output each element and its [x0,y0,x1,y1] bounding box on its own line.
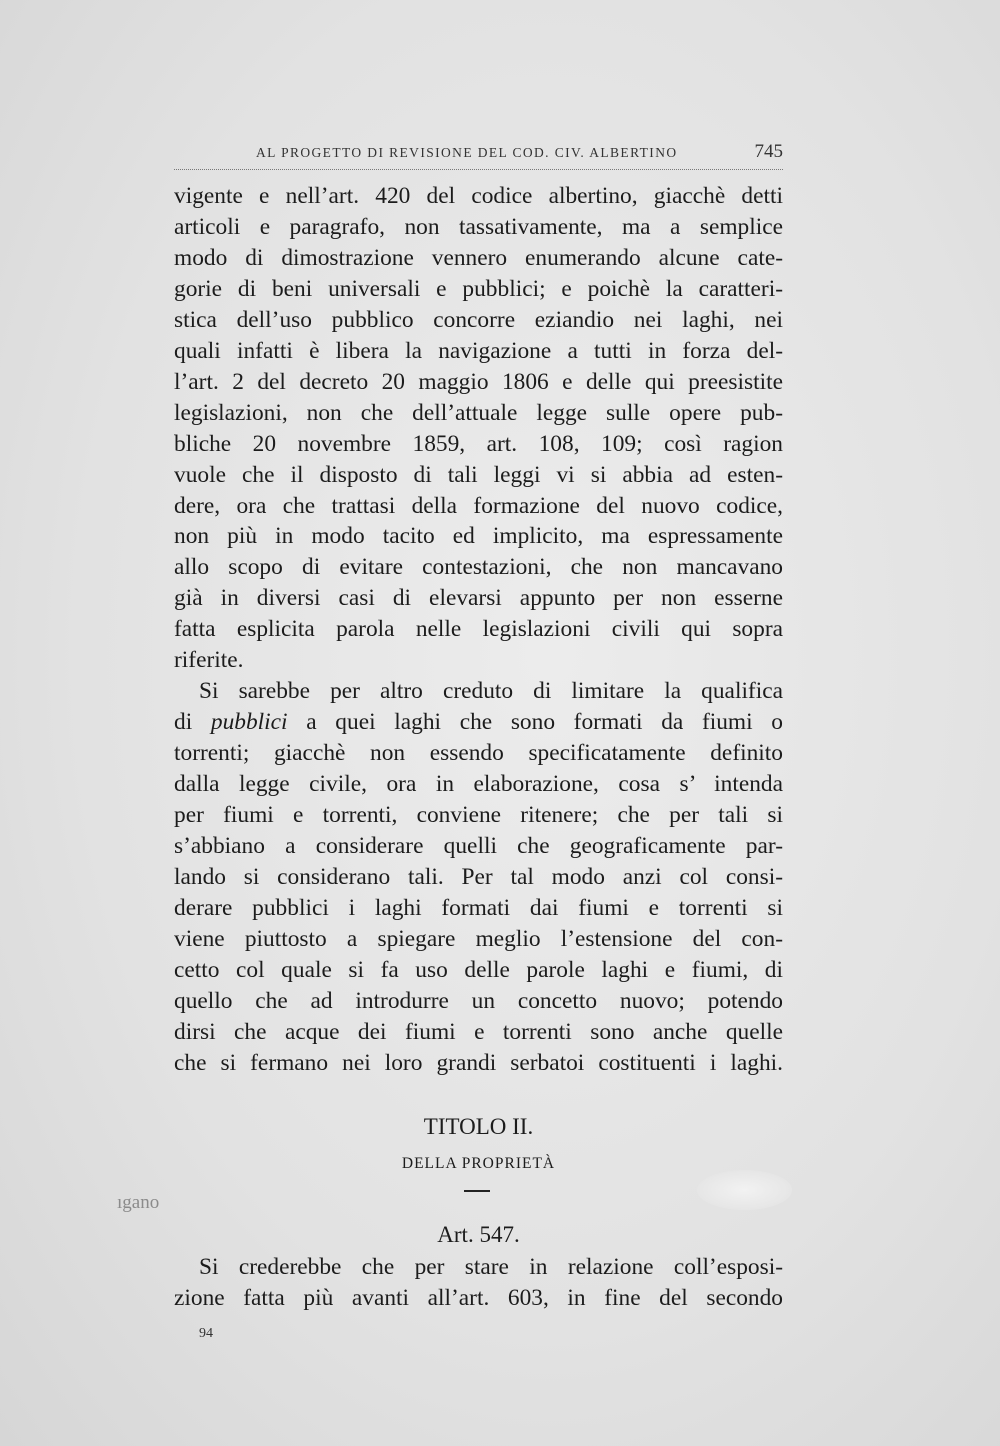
text-line: cetto col quale si fa uso delle parole laghi e fiumi, di [174,956,783,983]
section-title: TITOLO II. [423,1114,534,1139]
text-line: derare pubblici i laghi formati dai fiumi e torrenti si [174,894,783,921]
italic-term: pubblici [210,709,288,736]
text-line: dirsi che acque dei fiumi e torrenti sono anche quelle [174,1018,783,1045]
text-line: dere, ora che trattasi della formazione del nuovo codice, [174,492,783,519]
text-fragment: di [174,709,193,736]
text-line: che si fermano nei loro grandi serbatoi costituenti i laghi. [174,1049,783,1076]
section-divider [464,1190,490,1192]
text-line: Si sarebbe per altro creduto di limitare la qualifica [199,678,783,705]
section-subtitle: DELLA PROPRIETÀ [401,1155,556,1172]
text-line: zione fatta più avanti all’art. 603, in fine del secondo [174,1284,783,1311]
article-text [174,1252,783,1314]
text-line: bliche 20 novembre 1859, art. 108, 109; così ragion [174,430,783,457]
page-number: 745 [754,141,783,162]
running-title: AL PROGETTO DI REVISIONE DEL COD. CIV. ALBERTINO [256,145,678,160]
text-line: gorie di beni universali e pubblici; e poichè la caratteri- [174,275,783,302]
text-line: quello che ad introdurre un concetto nuovo; potendo [174,987,783,1014]
margin-bleed-text: ıgano [117,1192,160,1213]
text-line: l’art. 2 del decreto 20 maggio 1806 e delle qui preesistite [174,368,783,395]
text-line: legislazioni, non che dell’attuale legge sulle opere pub- [174,399,783,426]
text-line: vigente e nell’art. 420 del codice albertino, giacchè detti [174,183,783,209]
text-fragment: a quei laghi che sono formati da fiumi o [306,709,783,736]
text-line: quali infatti è libera la navigazione a tutti in forza del- [174,337,783,364]
running-header [174,141,783,170]
text-line: fatta esplicita parola nelle legislazioni civili qui sopra [174,616,783,643]
signature-mark: 94 [199,1326,213,1341]
text-line: già in diversi casi di elevarsi appunto per non esserne [174,585,783,612]
text-line: vuole che il disposto di tali leggi vi si abbia ad esten- [174,461,783,488]
text-line: viene piuttosto a spiegare meglio l’estensione del con- [174,925,783,952]
text-line: riferite. [174,647,244,674]
text-line: articoli e paragrafo, non tassativamente, ma a semplice [174,213,783,240]
text-line: dalla legge civile, ora in elaborazione, cosa s’ intenda [174,771,783,798]
text-line: lando si considerano tali. Per tal modo anzi col consi- [174,863,783,890]
text-line: per fiumi e torrenti, conviene ritenere; che per tali si [174,802,783,829]
text-line: allo scopo di evitare contestazioni, che non mancavano [174,554,783,581]
text-line: non più in modo tacito ed implicito, ma espressamente [174,523,783,550]
text-line: stica dell’uso pubblico concorre eziandio nei laghi, nei [174,306,783,333]
paper-stain [697,1170,792,1210]
text-line-with-italic [174,707,783,738]
body-text [174,181,783,1079]
text-line: modo di dimostrazione vennero enumerando alcune cate- [174,244,783,271]
text-line: torrenti; giacchè non essendo specificatamente definito [174,740,783,767]
article-title: Art. 547. [437,1222,520,1247]
text-line: Si crederebbe che per stare in relazione coll’esposi- [199,1254,783,1280]
text-line: s’abbiano a considerare quelli che geograficamente par- [174,833,783,860]
